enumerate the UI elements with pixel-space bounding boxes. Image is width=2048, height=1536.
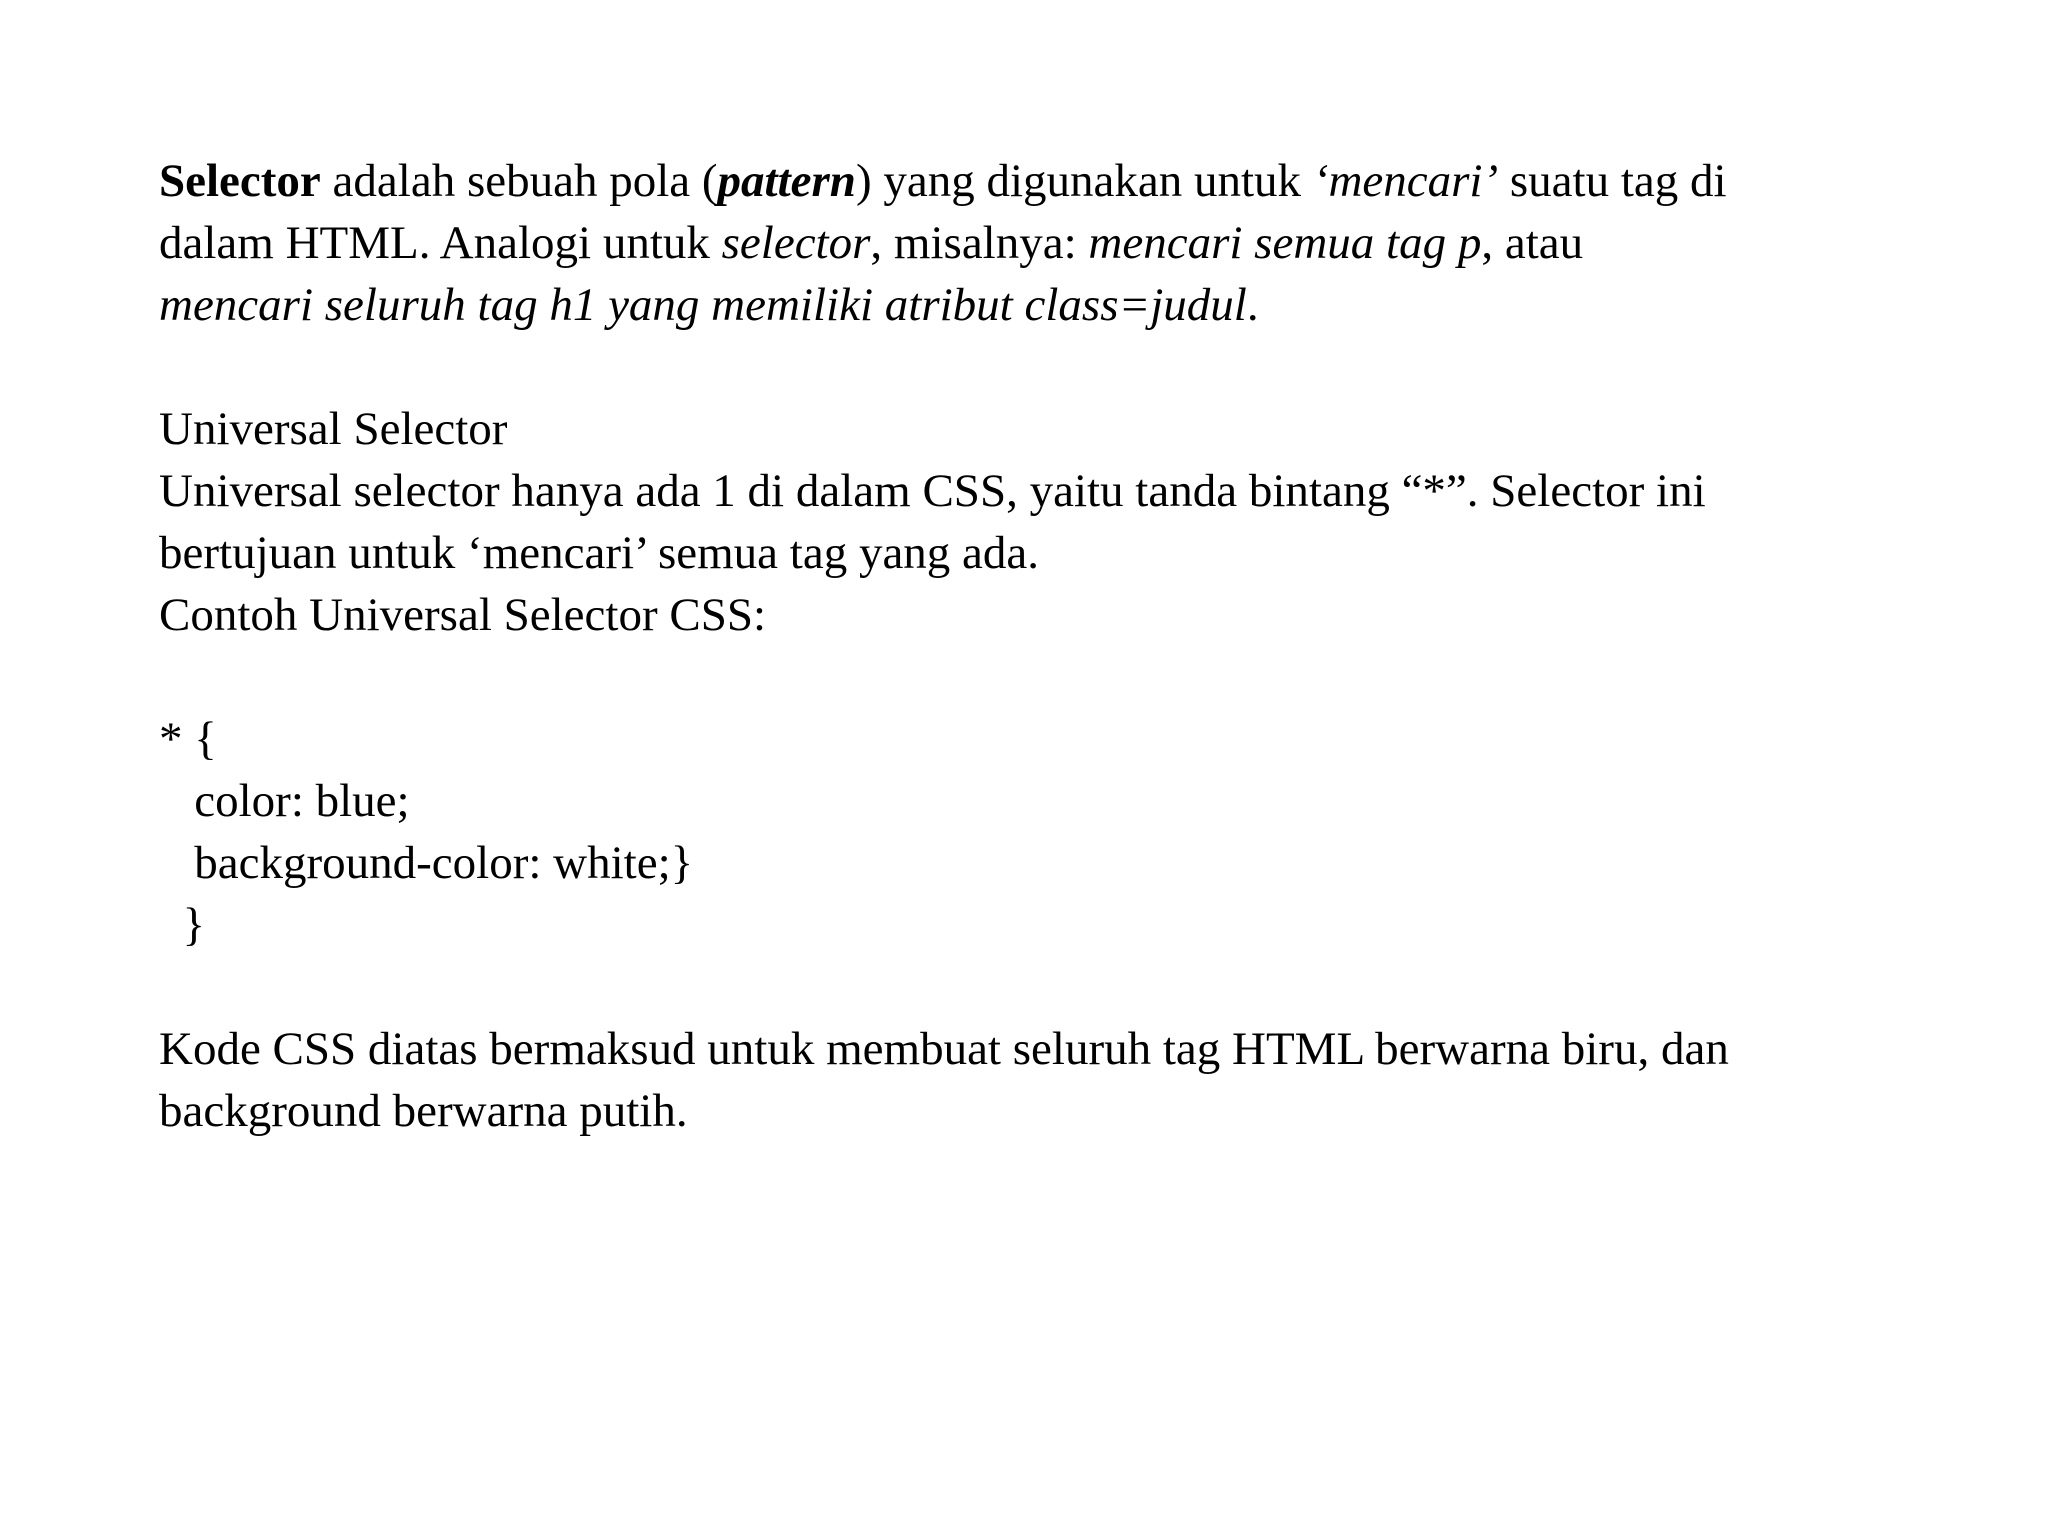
explanation-line2: background berwarna putih. [159,1085,688,1137]
paragraph1-text-c: suatu tag di [1498,155,1727,207]
term-selector: Selector [159,155,321,207]
paragraph1-text-b: ) yang digunakan untuk [855,155,1313,207]
paragraph1-line2-a: dalam HTML. Analogi untuk [159,217,722,269]
code-line-1: * { [159,713,217,765]
paragraph1-line2-c: , atau [1481,217,1584,269]
example-all-p: mencari semua tag p [1088,217,1482,269]
spacer [159,646,1919,708]
paragraph1-line1 [159,150,1919,212]
slide-content [159,150,1919,1142]
code-line-3: background-color: white;} [159,837,694,889]
spacer [159,336,1919,398]
code-line-2: color: blue; [159,775,410,827]
term-mencari: ‘mencari’ [1312,155,1499,207]
term-pattern: pattern [717,155,856,207]
example-h1-judul: mencari seluruh tag h1 yang memiliki atribut class=judul [159,279,1247,331]
term-selector-italic: selector [721,217,871,269]
section-desc-line2: bertujuan untuk ‘mencari’ semua tag yang ada. [159,527,1040,579]
spacer [159,956,1919,1018]
section-desc-line1: Universal selector hanya ada 1 di dalam CSS, yaitu tanda bintang “*”. Selector ini [159,465,1706,517]
paragraph1-line3 [159,274,1919,336]
paragraph1-text-a: adalah sebuah pola ( [320,155,718,207]
paragraph1-line3-end: . [1246,279,1259,331]
paragraph1-line2-b: , misalnya: [870,217,1089,269]
explanation-line1: Kode CSS diatas bermaksud untuk membuat seluruh tag HTML berwarna biru, dan [159,1023,1729,1075]
section-heading: Universal Selector [159,403,508,455]
code-line-4: } [159,899,206,951]
example-label: Contoh Universal Selector CSS: [159,589,767,641]
paragraph1-line2 [159,212,1919,274]
